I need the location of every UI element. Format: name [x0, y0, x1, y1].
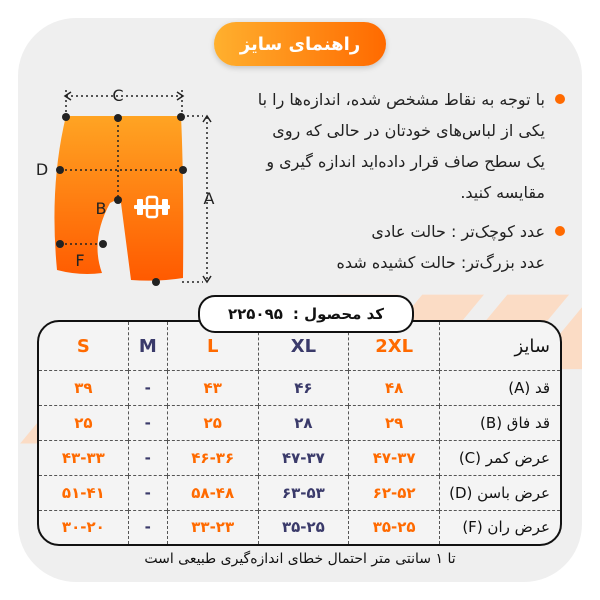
cell: - [128, 406, 167, 441]
label-b: B [95, 199, 107, 218]
size-header-s: S [39, 322, 128, 371]
cell: - [128, 511, 167, 544]
instruction-bullet [250, 84, 565, 208]
page-title: راهنمای سایز [214, 22, 386, 66]
table-row [39, 406, 560, 441]
cell: - [128, 476, 167, 511]
cell: ۴۳-۳۳ [39, 441, 128, 476]
cell: ۳۵-۲۵ [348, 511, 439, 544]
cell: ۵۸-۴۸ [167, 476, 258, 511]
cell: ۴۷-۳۷ [348, 441, 439, 476]
table-row [39, 476, 560, 511]
bullet-icon [555, 226, 565, 236]
cell: ۴۶-۳۶ [167, 441, 258, 476]
cell: ۳۵-۲۵ [258, 511, 349, 544]
note-line-1: عدد کوچک‌تر : حالت عادی [371, 222, 545, 241]
cell: ۵۱-۴۱ [39, 476, 128, 511]
cell: ۴۳ [167, 371, 258, 406]
note-line-2: عدد بزرگ‌تر: حالت کشیده شده [336, 253, 545, 272]
table-row [39, 511, 560, 544]
cell: ۲۹ [348, 406, 439, 441]
label-a: A [203, 189, 215, 208]
row-label: قد فاق (B) [439, 406, 560, 441]
size-header-l: L [167, 322, 258, 371]
note-bullet [250, 216, 565, 278]
table-row [39, 371, 560, 406]
product-code-label: کد محصول : [292, 305, 385, 323]
instruction-text: با توجه به نقاط مشخص شده، اندازه‌ها را با یکی از لباس‌های خودتان در حالی که روی یک سطح صاف قرار داده‌اید اندازه گیری و مقایسه کنید. [257, 90, 545, 202]
label-c: C [112, 86, 124, 105]
bullet-icon [555, 94, 565, 104]
product-code-value: ۲۲۵۰۹۵ [227, 305, 283, 323]
row-label: قد (A) [439, 371, 560, 406]
cell: - [128, 441, 167, 476]
header-size-label: سایز [439, 322, 560, 371]
cell: ۳۹ [39, 371, 128, 406]
size-table [37, 320, 562, 546]
product-code-badge [198, 295, 414, 333]
label-d: D [35, 160, 49, 179]
size-header-m: M [128, 322, 167, 371]
cell: ۶۲-۵۲ [348, 476, 439, 511]
measurement-footnote: تا ۱ سانتی متر احتمال خطای اندازه‌گیری طبیعی است [144, 551, 456, 567]
instructions [250, 84, 565, 278]
cell: ۲۸ [258, 406, 349, 441]
cell: ۳۰-۲۰ [61, 518, 105, 537]
row-label: عرض کمر (C) [439, 441, 560, 476]
cell: ۲۵ [167, 406, 258, 441]
cell: ۴۸ [348, 371, 439, 406]
row-label: عرض باسن (D) [439, 476, 560, 511]
cell: ۴۶ [258, 371, 349, 406]
cell: ۴۷-۳۷ [258, 441, 349, 476]
cell: ۲۵ [39, 406, 128, 441]
size-header-2xl: 2XL [348, 322, 439, 371]
cell: ۳۳-۲۳ [167, 511, 258, 544]
table-row [39, 441, 560, 476]
cell: ۶۳-۵۳ [258, 476, 349, 511]
label-f: F [75, 251, 85, 270]
size-header-xl: XL [258, 322, 349, 371]
cell: - [128, 371, 167, 406]
row-label: عرض ران (F) [439, 511, 560, 544]
